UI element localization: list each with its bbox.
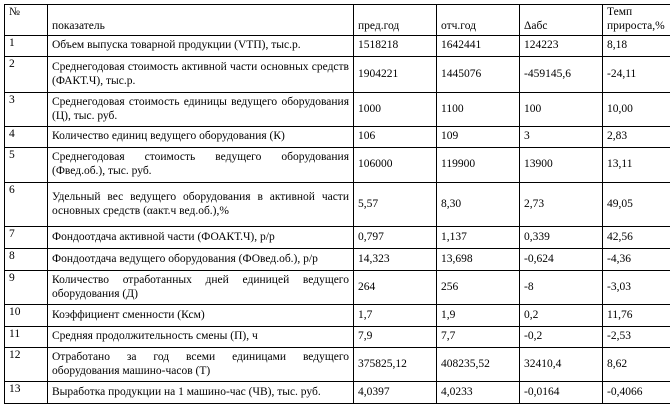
row-num: 12 bbox=[5, 348, 48, 382]
row-delta: -8 bbox=[520, 271, 603, 305]
header-report-year: отч.год bbox=[437, 5, 520, 36]
row-report-year: 1,9 bbox=[437, 305, 520, 327]
row-delta: 2,73 bbox=[520, 183, 603, 227]
row-delta: 32410,4 bbox=[520, 348, 603, 382]
table-row bbox=[5, 183, 670, 227]
row-num: 7 bbox=[5, 227, 48, 249]
row-prev-year: 106 bbox=[354, 127, 437, 148]
row-report-year: 4,0233 bbox=[437, 382, 520, 404]
row-num: 8 bbox=[5, 249, 48, 271]
row-num: 11 bbox=[5, 327, 48, 348]
row-growth-rate: -3,03 bbox=[603, 271, 670, 305]
row-growth-rate: 8,62 bbox=[603, 348, 670, 382]
row-report-year: 13,698 bbox=[437, 249, 520, 271]
row-growth-rate: -24,11 bbox=[603, 57, 670, 93]
row-num: 3 bbox=[5, 93, 48, 127]
row-indicator: Средняя продолжительность смены (П), ч bbox=[48, 327, 354, 348]
header-delta: Δабс bbox=[520, 5, 603, 36]
row-report-year: 1642441 bbox=[437, 36, 520, 57]
table-row bbox=[5, 227, 670, 249]
row-indicator: Среднегодовая стоимость единицы ведущего оборудования (Ц), тыс. руб. bbox=[48, 93, 354, 127]
row-prev-year: 106000 bbox=[354, 148, 437, 183]
row-report-year: 256 bbox=[437, 271, 520, 305]
row-indicator: Количество отработанных дней единицей ведущего оборудования (Д) bbox=[48, 271, 354, 305]
row-delta: 0,339 bbox=[520, 227, 603, 249]
row-prev-year: 264 bbox=[354, 271, 437, 305]
row-report-year: 1445076 bbox=[437, 57, 520, 93]
row-report-year: 1,137 bbox=[437, 227, 520, 249]
row-indicator: Коэффициент сменности (Ксм) bbox=[48, 305, 354, 327]
row-num: 1 bbox=[5, 36, 48, 57]
row-num: 13 bbox=[5, 382, 48, 404]
row-report-year: 8,30 bbox=[437, 183, 520, 227]
table-row bbox=[5, 57, 670, 93]
table-header-row bbox=[5, 5, 670, 36]
table-row bbox=[5, 305, 670, 327]
row-growth-rate: 2,83 bbox=[603, 127, 670, 148]
row-prev-year: 0,797 bbox=[354, 227, 437, 249]
row-prev-year: 14,323 bbox=[354, 249, 437, 271]
row-indicator: Выработка продукции на 1 машино-час (ЧВ), тыс. руб. bbox=[48, 382, 354, 404]
row-report-year: 109 bbox=[437, 127, 520, 148]
row-indicator: Удельный вес ведущего оборудования в активной части основных средств (αакт.ч вед.об.),% bbox=[48, 183, 354, 227]
row-num: 5 bbox=[5, 148, 48, 183]
row-indicator: Фондоотдача активной части (ФОАКТ.Ч), р/р bbox=[48, 227, 354, 249]
row-indicator: Среднегодовая стоимость ведущего оборудования (Фвед.об.), тыс. руб. bbox=[48, 148, 354, 183]
row-delta: 124223 bbox=[520, 36, 603, 57]
row-report-year: 1100 bbox=[437, 93, 520, 127]
row-num: 2 bbox=[5, 57, 48, 93]
row-growth-rate: -4,36 bbox=[603, 249, 670, 271]
row-prev-year: 1518218 bbox=[354, 36, 437, 57]
row-growth-rate: 11,76 bbox=[603, 305, 670, 327]
header-prev-year: пред.год bbox=[354, 5, 437, 36]
row-indicator: Отработано за год всеми единицами ведущего оборудования машино-часов (Т) bbox=[48, 348, 354, 382]
row-growth-rate: -0,4066 bbox=[603, 382, 670, 404]
row-indicator: Фондоотдача ведущего оборудования (ФОвед.об.), р/р bbox=[48, 249, 354, 271]
row-delta: -0,0164 bbox=[520, 382, 603, 404]
row-report-year: 408235,52 bbox=[437, 348, 520, 382]
header-num: № bbox=[5, 5, 48, 36]
row-prev-year: 7,9 bbox=[354, 327, 437, 348]
row-growth-rate: 42,56 bbox=[603, 227, 670, 249]
row-num: 9 bbox=[5, 271, 48, 305]
row-delta: 100 bbox=[520, 93, 603, 127]
row-prev-year: 4,0397 bbox=[354, 382, 437, 404]
row-growth-rate: 49,05 bbox=[603, 183, 670, 227]
indicators-table bbox=[4, 4, 670, 404]
row-indicator: Среднегодовая стоимость активной части основных средств (ФАКТ.Ч), тыс.р. bbox=[48, 57, 354, 93]
table-row bbox=[5, 249, 670, 271]
row-growth-rate: -2,53 bbox=[603, 327, 670, 348]
row-prev-year: 1904221 bbox=[354, 57, 437, 93]
row-num: 4 bbox=[5, 127, 48, 148]
row-num: 10 bbox=[5, 305, 48, 327]
row-indicator: Объем выпуска товарной продукции (VТП), тыс.р. bbox=[48, 36, 354, 57]
row-report-year: 7,7 bbox=[437, 327, 520, 348]
table-row bbox=[5, 36, 670, 57]
row-num: 6 bbox=[5, 183, 48, 227]
header-growth-rate: Темп прироста,% bbox=[603, 5, 670, 36]
table-row bbox=[5, 127, 670, 148]
row-prev-year: 1,7 bbox=[354, 305, 437, 327]
table-row bbox=[5, 348, 670, 382]
row-prev-year: 5,57 bbox=[354, 183, 437, 227]
row-delta: 13900 bbox=[520, 148, 603, 183]
row-growth-rate: 10,00 bbox=[603, 93, 670, 127]
table-row bbox=[5, 327, 670, 348]
table-row bbox=[5, 93, 670, 127]
row-prev-year: 1000 bbox=[354, 93, 437, 127]
row-prev-year: 375825,12 bbox=[354, 348, 437, 382]
row-delta: 3 bbox=[520, 127, 603, 148]
row-delta: -459145,6 bbox=[520, 57, 603, 93]
row-indicator: Количество единиц ведущего оборудования (К) bbox=[48, 127, 354, 148]
row-growth-rate: 13,11 bbox=[603, 148, 670, 183]
row-delta: -0,2 bbox=[520, 327, 603, 348]
row-report-year: 119900 bbox=[437, 148, 520, 183]
table-row bbox=[5, 382, 670, 404]
table-row bbox=[5, 148, 670, 183]
row-delta: -0,624 bbox=[520, 249, 603, 271]
row-delta: 0,2 bbox=[520, 305, 603, 327]
header-indicator: показатель bbox=[48, 5, 354, 36]
row-growth-rate: 8,18 bbox=[603, 36, 670, 57]
table-row bbox=[5, 271, 670, 305]
